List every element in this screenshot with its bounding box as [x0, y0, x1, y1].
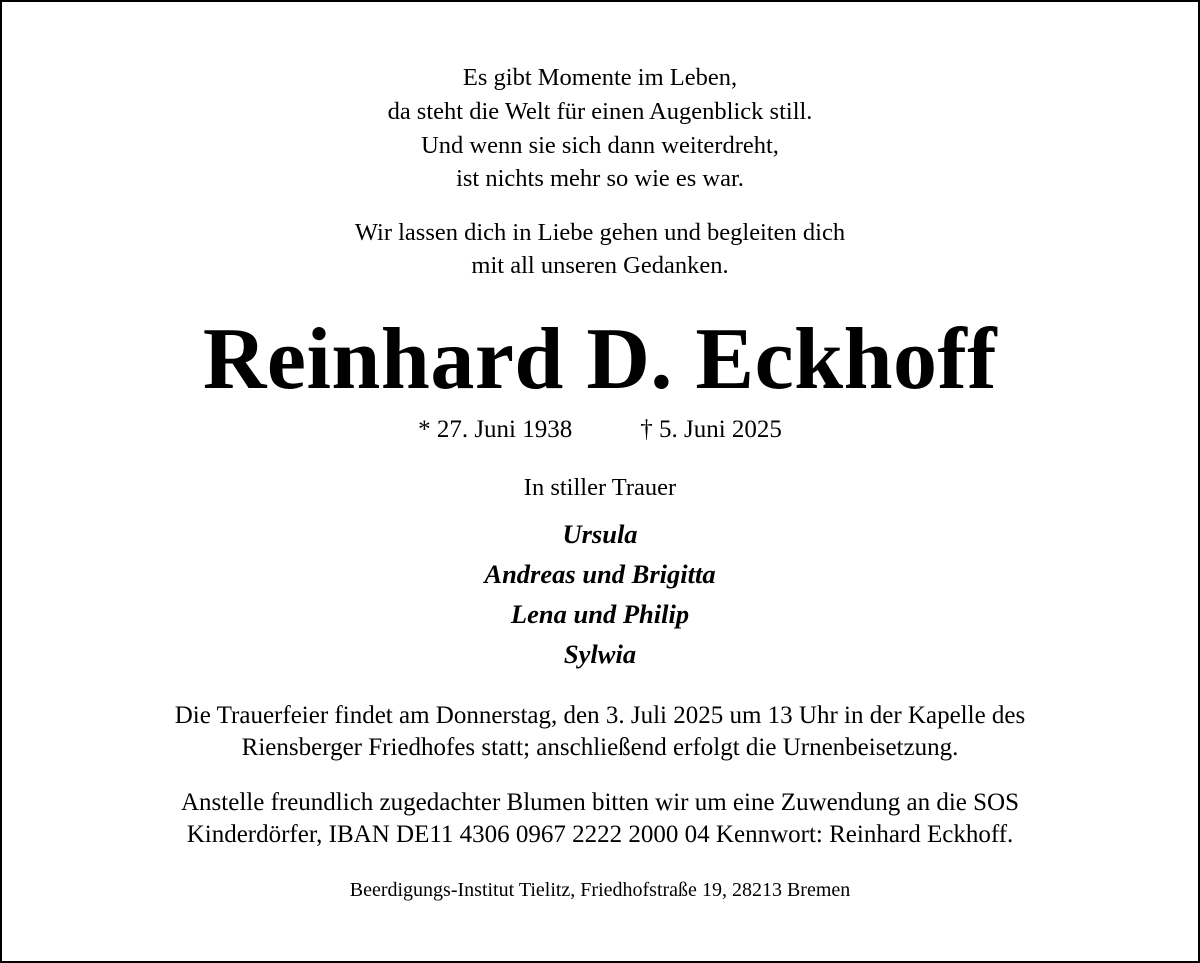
birth-date: * 27. Juni 1938	[418, 416, 573, 443]
farewell-line-2: mit all unseren Gedanken.	[471, 252, 729, 279]
death-date: † 5. Juni 2025	[640, 416, 782, 443]
verse-line-4: ist nichts mehr so wie es war.	[456, 165, 744, 192]
mourner-1: Ursula	[562, 519, 638, 549]
donation-line-1: Anstelle freundlich zugedachter Blumen bitten wir um eine Zuwendung an die SOS	[181, 789, 1019, 816]
mourner-4: Sylwia	[563, 639, 637, 669]
mourner-3: Lena und Philip	[510, 599, 690, 629]
farewell-line-1: Wir lassen dich in Liebe gehen und begleiten dich	[354, 219, 846, 246]
mourning-intro: In stiller Trauer	[523, 474, 677, 501]
ceremony-line-2: Riensberger Friedhofes statt; anschließend erfolgt die Urnenbeisetzung.	[241, 734, 959, 761]
verse-line-1: Es gibt Momente im Leben,	[462, 64, 738, 91]
verse-line-2: da steht die Welt für einen Augenblick still.	[387, 98, 813, 125]
ceremony-line-1: Die Trauerfeier findet am Donnerstag, den 3. Juli 2025 um 13 Uhr in der Kapelle des	[174, 702, 1026, 729]
verse-line-3: Und wenn sie sich dann weiterdreht,	[421, 132, 779, 159]
funeral-home-address: Beerdigungs-Institut Tielitz, Friedhofstraße 19, 28213 Bremen	[349, 879, 851, 901]
deceased-name: Reinhard D. Eckhoff	[202, 311, 998, 408]
mourner-2: Andreas und Brigitta	[484, 559, 716, 589]
life-dates	[2, 412, 1198, 448]
donation-line-2: Kinderdörfer, IBAN DE11 4306 0967 2222 2000 04 Kennwort: Reinhard Eckhoff.	[186, 821, 1014, 848]
